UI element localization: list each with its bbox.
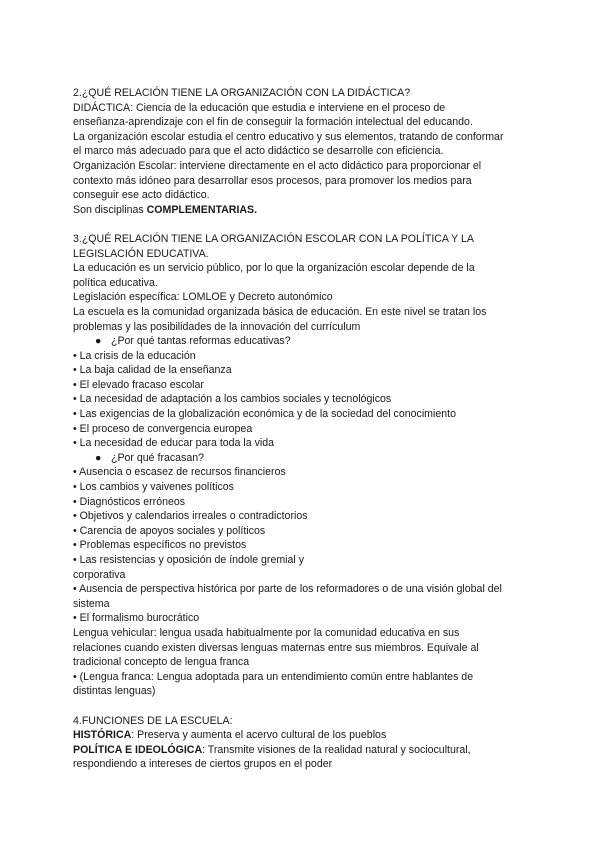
list-item: sistema — [73, 597, 110, 610]
paragraph-line: La organización escolar estudia el centro educativo y sus elementos, tratando de conformar — [73, 130, 504, 143]
list-item: • Las exigencias de la globalización económica y de la sociedad del conocimiento — [73, 408, 456, 421]
paragraph-line: respondiendo a intereses de ciertos grupos en el poder — [73, 758, 333, 771]
section-3-heading-cont: LEGISLACIÓN EDUCATIVA. — [73, 247, 209, 260]
question-text: ¿Por qué fracasan? — [111, 451, 205, 464]
paragraph-line: enseñanza-aprendizaje con el fin de conseguir la formación intelectual del educando. — [73, 116, 473, 129]
paragraph-line: el marco más adecuado para que el acto didáctico se desarrolle con eficiencia. — [73, 145, 444, 158]
list-item: • La necesidad de adaptación a los cambios sociales y tecnológicos — [73, 393, 392, 406]
paragraph-line: tradicional concepto de lengua franca — [73, 656, 250, 669]
question-reforms — [73, 334, 533, 349]
section-2-heading: 2.¿QUÉ RELACIÓN TIENE LA ORGANIZACIÓN CON LA DIDÁCTICA? — [73, 87, 411, 99]
function-text: : Transmite visiones de la realidad natural y sociocultural, — [202, 743, 471, 756]
section-3-heading: 3.¿QUÉ RELACIÓN TIENE LA ORGANIZACIÓN ESCOLAR CON LA POLÍTICA Y LA — [73, 232, 474, 245]
paragraph-line: Organización Escolar: interviene directamente en el acto didáctico para proporcionar el — [73, 159, 482, 172]
paragraph-line: DIDÁCTICA: Ciencia de la educación que estudia e interviene en el proceso de — [73, 101, 446, 114]
list-item: • Diagnósticos erróneos — [73, 495, 186, 508]
list-item: • (Lengua franca: Lengua adoptada para un entendimiento común entre hablantes de — [73, 670, 474, 683]
list-item: • La crisis de la educación — [73, 349, 196, 362]
paragraph-line: distintas lenguas) — [73, 685, 156, 698]
paragraph-line: Lengua vehicular: lengua usada habitualmente por la comunidad educativa en sus — [73, 626, 460, 639]
paragraph-line: La educación es un servicio público, por lo que la organización escolar depende de la — [73, 262, 475, 275]
function-politica — [73, 743, 533, 758]
paragraph-line: política educativa. — [73, 276, 158, 289]
question-failures — [73, 451, 533, 466]
complementary-prefix: Son disciplinas — [73, 203, 147, 216]
list-item: • Objetivos y calendarios irreales o contradictorios — [73, 510, 308, 523]
list-item: • El formalismo burocrático — [73, 612, 200, 625]
document-body — [73, 86, 533, 772]
paragraph-line: conseguir ese acto didáctico. — [73, 189, 210, 202]
function-label: HISTÓRICA — [73, 729, 132, 742]
list-item: • Las resistencias y oposición de índole gremial y — [73, 554, 305, 566]
list-item: • Ausencia o escasez de recursos financieros — [73, 466, 286, 479]
paragraph-line: problemas y las posibilidades de la innovación del currículum — [73, 320, 361, 333]
paragraph-line: contexto más idóneo para desarrollar esos procesos, para promover los medios para — [73, 174, 472, 187]
function-historica — [73, 728, 533, 743]
list-item: corporativa — [73, 568, 126, 581]
list-item: • Problemas específicos no previstos — [73, 539, 247, 552]
section-4-heading: 4.FUNCIONES DE LA ESCUELA: — [73, 714, 233, 727]
list-item: • El elevado fracaso escolar — [73, 378, 204, 391]
list-item: • Los cambios y vaivenes políticos — [73, 481, 234, 494]
paragraph-line: Legislación específica: LOMLOE y Decreto autonómico — [73, 291, 333, 304]
list-item: • Carencia de apoyos sociales y políticos — [73, 524, 266, 537]
function-text: : Preserva y aumenta el acervo cultural de los pueblos — [131, 729, 387, 742]
function-label: POLÍTICA E IDEOLÓGICA — [73, 743, 203, 756]
complementary-line — [73, 203, 533, 218]
complementary-bold: COMPLEMENTARIAS. — [146, 203, 258, 216]
question-text: ¿Por qué tantas reformas educativas? — [111, 335, 291, 348]
list-item: • La baja calidad de la enseñanza — [73, 364, 232, 377]
list-item: • La necesidad de educar para toda la vida — [73, 437, 275, 450]
paragraph-line: relaciones cuando existen diversas lenguas maternas entre sus miembros. Equivale al — [73, 641, 479, 654]
bullet-dot-icon: ● — [95, 335, 102, 348]
paragraph-line: La escuela es la comunidad organizada básica de educación. En este nivel se tratan los — [73, 305, 487, 318]
bullet-dot-icon: ● — [95, 451, 102, 464]
list-item: • El proceso de convergencia europea — [73, 422, 253, 435]
list-item: • Ausencia de perspectiva histórica por parte de los reformadores o de una visión global del — [73, 583, 502, 596]
